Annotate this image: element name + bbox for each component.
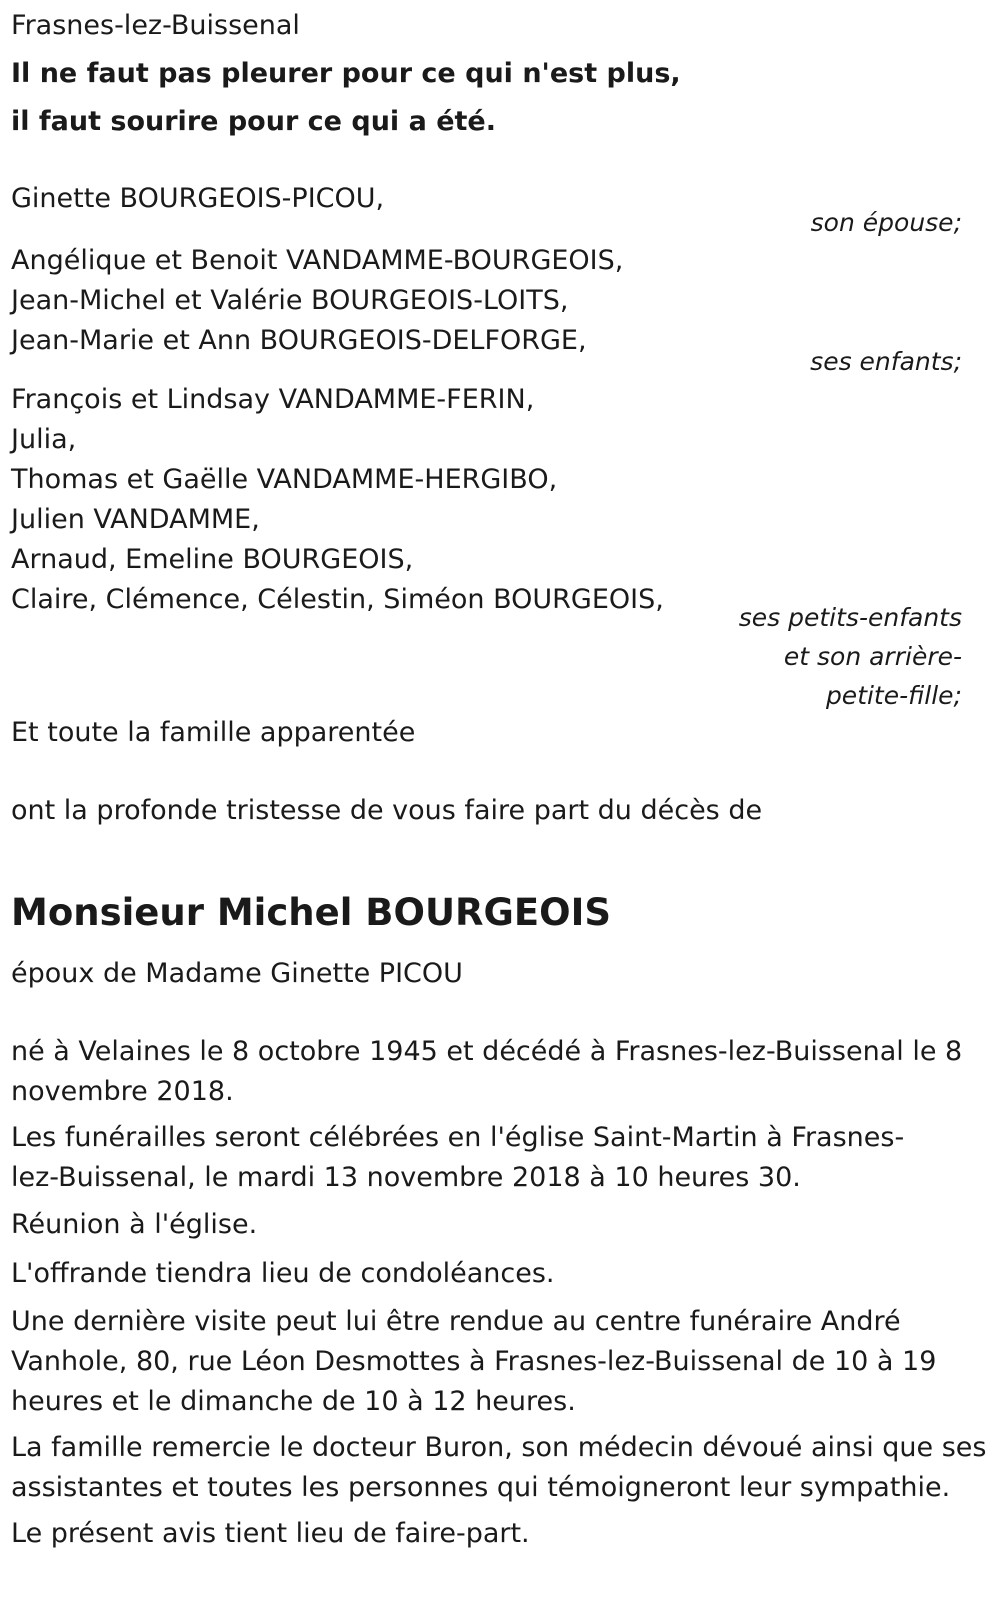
paragraph-line: Les funérailles seront célébrées en l'église Saint-Martin à Frasnes- xyxy=(11,1122,905,1153)
paragraph-meeting xyxy=(11,1205,257,1245)
paragraph-notice xyxy=(11,1514,530,1554)
paragraph-line: heures et le dimanche de 10 à 12 heures. xyxy=(11,1386,576,1417)
grandchild-name: Julien VANDAMME, xyxy=(11,504,260,535)
grandchildren-role-line: et son arrière- xyxy=(783,642,962,671)
paragraph-birth-death xyxy=(11,1032,962,1112)
child-name: Angélique et Benoit VANDAMME-BOURGEOIS, xyxy=(11,245,624,276)
paragraph-line: Vanhole, 80, rue Léon Desmottes à Frasnes-lez-Buissenal de 10 à 19 xyxy=(11,1346,937,1377)
grandchild-name: Thomas et Gaëlle VANDAMME-HERGIBO, xyxy=(11,464,558,495)
grandchild-name: Claire, Clémence, Célestin, Siméon BOURGEOIS, xyxy=(11,584,664,615)
grandchild-name: Arnaud, Emeline BOURGEOIS, xyxy=(11,544,414,575)
paragraph-line: assistantes et toutes les personnes qui témoigneront leur sympathie. xyxy=(11,1472,951,1503)
paragraph-line: lez-Buissenal, le mardi 13 novembre 2018 à 10 heures 30. xyxy=(11,1162,801,1193)
grandchildren-role-line: ses petits-enfants xyxy=(738,603,962,632)
grandchild-name: Julia, xyxy=(11,424,77,455)
paragraph-line: Le présent avis tient lieu de faire-part. xyxy=(11,1518,530,1549)
paragraph-line: Une dernière visite peut lui être rendue au centre funéraire André xyxy=(11,1306,901,1337)
paragraph-visit xyxy=(11,1302,936,1422)
child-name: Jean-Marie et Ann BOURGEOIS-DELFORGE, xyxy=(11,325,587,356)
grandchildren-list xyxy=(11,380,664,620)
paragraph-funeral xyxy=(11,1118,904,1198)
paragraph-line: La famille remercie le docteur Buron, son médecin dévoué ainsi que ses xyxy=(11,1432,987,1463)
grandchildren-role xyxy=(739,598,962,715)
extended-family: Et toute la famille apparentée xyxy=(11,717,416,748)
children-role: ses enfants; xyxy=(810,347,962,376)
paragraph-line: novembre 2018. xyxy=(11,1076,234,1107)
paragraph-line: L'offrande tiendra lieu de condoléances. xyxy=(11,1258,555,1289)
announcement-text: ont la profonde tristesse de vous faire part du décès de xyxy=(11,795,763,826)
children-list xyxy=(11,241,623,361)
spouse-of-text: époux de Madame Ginette PICOU xyxy=(11,958,463,989)
quote-line-1: Il ne faut pas pleurer pour ce qui n'est plus, xyxy=(11,58,681,89)
paragraph-line: Réunion à l'église. xyxy=(11,1209,258,1240)
paragraph-thanks xyxy=(11,1428,986,1508)
grandchildren-role-line: petite-fille; xyxy=(825,681,962,710)
grandchild-name: François et Lindsay VANDAMME-FERIN, xyxy=(11,384,535,415)
paragraph-offering xyxy=(11,1254,555,1294)
location-header: Frasnes-lez-Buissenal xyxy=(11,10,300,41)
child-name: Jean-Michel et Valérie BOURGEOIS-LOITS, xyxy=(11,285,569,316)
paragraph-line: né à Velaines le 8 octobre 1945 et décédé à Frasnes-lez-Buissenal le 8 xyxy=(11,1036,963,1067)
spouse-name: Ginette BOURGEOIS-PICOU, xyxy=(11,183,385,214)
quote-line-2: il faut sourire pour ce qui a été. xyxy=(11,106,496,137)
spouse-role: son épouse; xyxy=(810,208,962,237)
deceased-name: Monsieur Michel BOURGEOIS xyxy=(11,891,611,934)
